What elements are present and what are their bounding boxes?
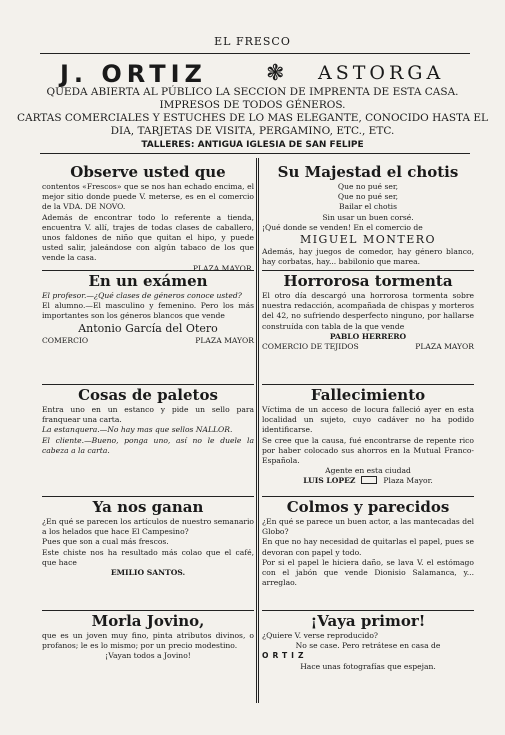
ad-observe [42,162,254,274]
ad-line: Además, hay juegos de comedor, hay género blanco, hay corbatas, hay... babilonio que marea. [262,247,474,267]
ad-tormenta [262,270,474,352]
ad-line: Este chiste nos ha resultado más colao que el café, que hace [42,547,254,567]
ad-title: En un exámen [88,272,208,290]
column-divider [256,158,259,703]
brand-name: J. ORTIZ [60,60,207,88]
ad-footer-left: COMERCIO [42,335,89,345]
ad-fallecimiento [262,384,474,486]
ad-body: Víctima de un acceso de locura falleció ayer en esta localidad un sujeto, cuyo cadáver no ha podido identificarse. [262,405,474,435]
city-name: ASTORGA [318,62,445,84]
ad-line: ¡Vayan todos a Jovino! [105,651,191,661]
ad-examen [42,270,254,346]
ad-title: Colmos y parecidos [286,498,450,516]
ad-line: que es un joven muy fino, pinta atributos divinos, o profanos; le es lo mismo; por un precio modestino. [42,631,254,651]
ad-body: Además de encontrar todo lo referente a tienda, encuentra V. allí, trajes de todas clases de caballero, unos faldones de niño que quitan el hipo, y puede usted salir, jaleándose con algún tabaco de los que vende la casa. [42,212,254,263]
ad-footer-right: PLAZA MAYOR [195,335,254,345]
verse-line: Bailar el chotis [339,202,397,212]
ad-title: Horrorosa tormenta [283,272,453,290]
verse-line: Sin usar un buen corsé. [322,212,414,222]
ad-paletos [42,384,254,456]
section-rule [40,153,470,154]
ad-name: LUIS LOPEZ [303,476,356,486]
verse-line: Que no pué ser, [337,192,399,202]
ad-colmos [262,496,474,588]
box-ornament-icon [361,476,377,484]
ad-title: Su Majestad el chotis [277,163,459,181]
ad-line: El alumno.—El masculino y femenino. Pero los más importantes son los géneros blancos que vende [42,301,254,321]
header-line: CARTAS COMERCIALES Y ESTUCHES DE LO MAS ELEGANTE, CONOCIDO HASTA EL [16,112,489,124]
ad-line: Hace unas fotografías que espejan. [300,661,436,671]
flower-ornament-icon: ❃ [266,61,285,86]
ad-line: No se case. Pero retrátese en casa de [295,641,441,651]
ad-title: Ya nos ganan [92,498,204,516]
header-line: QUEDA ABIERTA AL PÚBLICO LA SECCION DE IMPRENTA DE ESTA CASA. [46,86,459,98]
ad-line: El profesor.—¿Qué clases de géneros conoce usted? [42,291,242,300]
ad-footer-right: Plaza Mayor. [383,476,433,486]
ad-line: La estanquera.—No hay mas que sellos NALLOR. [42,425,233,435]
ad-body: contentos «Frescos» que se nos han echado encima, el mejor sitio donde puede V. meterse, es en el comercio de la VDA. DE NOVO. [42,182,254,212]
ad-line: El cliente.—Bueno, ponga uno, así no le duele la cabeza a la carta. [42,435,254,455]
ad-name: PABLO HERRERO [329,331,407,341]
ad-footer-right: PLAZA MAYOR [415,342,474,352]
ad-line: ¿En qué se parece un buen actor, a las mantecadas del Globo? [262,517,474,537]
ad-chotis [262,162,474,267]
ad-name: Antonio García del Otero [78,321,218,335]
header-line: DIA, TARJETAS DE VISITA, PERGAMINO, ETC., ETC. [110,125,395,137]
ad-line: Pues que son a cual más frescos. [42,537,169,547]
header-line: IMPRESOS DE TODOS GÉNEROS. [159,99,346,111]
ad-title: ¡Vaya primor! [310,612,426,630]
header-rule [40,53,470,54]
ad-name: MIGUEL MONTERO [299,233,437,247]
brand-small: ORTIZ [262,651,308,661]
ad-line: ¿Quiere V. verse reproducido? [262,631,378,640]
ad-title: Morla Jovino, [91,612,205,630]
ad-body: El otro día descargó una horrorosa tormenta sobre nuestra redacción, acompañada de chispas y morteros del 42, no sufriendo desperfecto ninguno, por hallarse construída con tabla de la que vende [262,291,474,331]
ad-line: ¿En qué se parecen los artículos de nuestro semanario a los helados que hace El Campesino? [42,517,254,537]
ad-sign: PLAZA MAYOR. [192,263,254,273]
ad-footer-left: COMERCIO DE TEJIDOS [262,342,359,352]
ad-ganan [42,496,254,578]
ad-body: Se cree que la causa, fué encontrarse de repente rico por haber colocado sus ahorros en la Mutual Franco-Española. [262,435,474,466]
ad-line: En que no hay necesidad de quitarlas el papel, pues se devoran con papel y todo. [262,537,474,557]
ad-footer [262,342,474,352]
running-title: EL FRESCO [214,35,291,48]
ad-sign: EMILIO SANTOS. [110,568,186,578]
ad-line: Por si el papel le hiciera daño, se lava V. el estómago con el jabón que vende Dionisio Salamanca, y... arreglao. [262,557,474,588]
ad-title: Fallecimiento [310,386,426,404]
ad-title: Cosas de paletos [78,386,218,404]
ad-line: ¡Qué donde se venden! En el comercio de [262,222,423,232]
brand-banner [0,60,505,86]
talleres-line: TALLERES: ANTIGUA IGLESIA DE SAN FELIPE [141,140,364,150]
ad-line: Entra uno en un estanco y pide un sello para franquear una carta. [42,405,254,425]
ad-primor [262,610,474,672]
ad-footer [42,336,254,346]
verse-line: Que no pué ser, [337,182,399,191]
ad-agent: Agente en esta ciudad [325,466,411,476]
ad-footer [262,476,474,486]
ad-title: Observe usted que [70,163,226,181]
ad-jovino [42,610,254,662]
